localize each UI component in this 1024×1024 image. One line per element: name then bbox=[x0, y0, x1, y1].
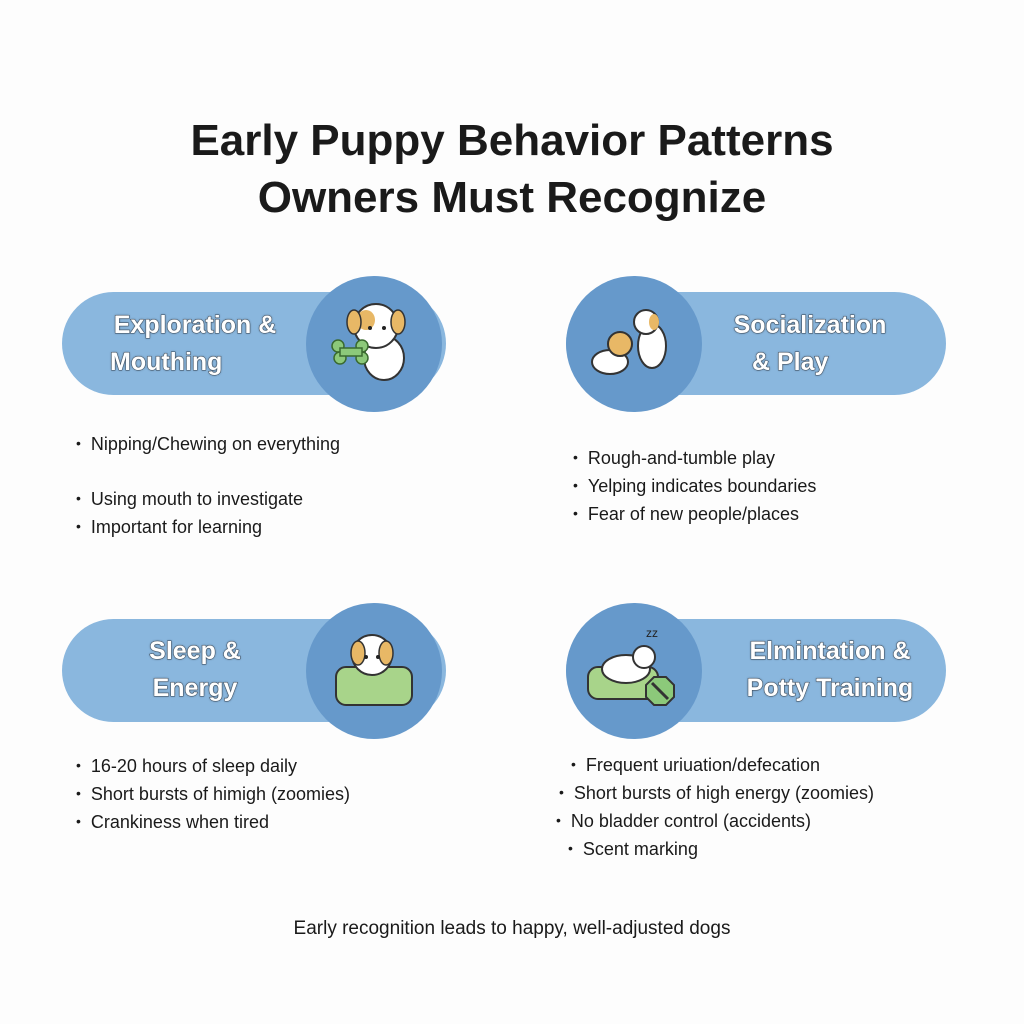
exploration-bullets bbox=[76, 430, 340, 541]
bullet-item: • 16-20 hours of sleep daily bbox=[76, 752, 350, 780]
elimination-bullets bbox=[556, 751, 874, 863]
bullet-item: • Scent marking bbox=[556, 835, 874, 863]
bullet-item: • No bladder control (accidents) bbox=[556, 807, 874, 835]
bullet-item: • Short bursts of high energy (zoomies) bbox=[556, 779, 874, 807]
title-line-1: Early Puppy Behavior Patterns bbox=[190, 116, 834, 165]
bullet-item: • Short bursts of himigh (zoomies) bbox=[76, 780, 350, 808]
puppy-with-bone-icon bbox=[306, 276, 442, 412]
bullet-item: • Fear of new people/places bbox=[573, 500, 816, 528]
title-line-2: Owners Must Recognize bbox=[257, 173, 767, 222]
sleep-bullets bbox=[76, 752, 350, 836]
puppies-playing-icon bbox=[566, 276, 702, 412]
bullet-item: • Using mouth to investigate bbox=[76, 485, 340, 513]
sleeping-puppy-no-sign-icon bbox=[566, 603, 702, 739]
elimination-heading: Elmintation & Potty Training bbox=[746, 637, 914, 702]
bullet-item: • Important for learning bbox=[76, 513, 340, 541]
svg-text:zz: zz bbox=[646, 626, 658, 640]
bullet-item: • Crankiness when tired bbox=[76, 808, 350, 836]
exploration-heading: Exploration & Mouthing bbox=[110, 311, 277, 376]
sleep-heading: Sleep & Energy bbox=[149, 637, 241, 702]
bullet-item: • Yelping indicates boundaries bbox=[573, 472, 816, 500]
page-title bbox=[0, 112, 1024, 226]
bullet-item: • Rough-and-tumble play bbox=[573, 444, 816, 472]
puppy-in-bed-icon bbox=[306, 603, 442, 739]
bullet-item: • Nipping/Chewing on everything bbox=[76, 430, 340, 458]
footer-text: Early recognition leads to happy, well-adjusted dogs bbox=[293, 918, 731, 939]
socialization-heading: Socialization & Play bbox=[733, 311, 887, 376]
bullet-item: • Frequent uriuation/defecation bbox=[556, 751, 874, 779]
socialization-bullets bbox=[573, 444, 816, 528]
